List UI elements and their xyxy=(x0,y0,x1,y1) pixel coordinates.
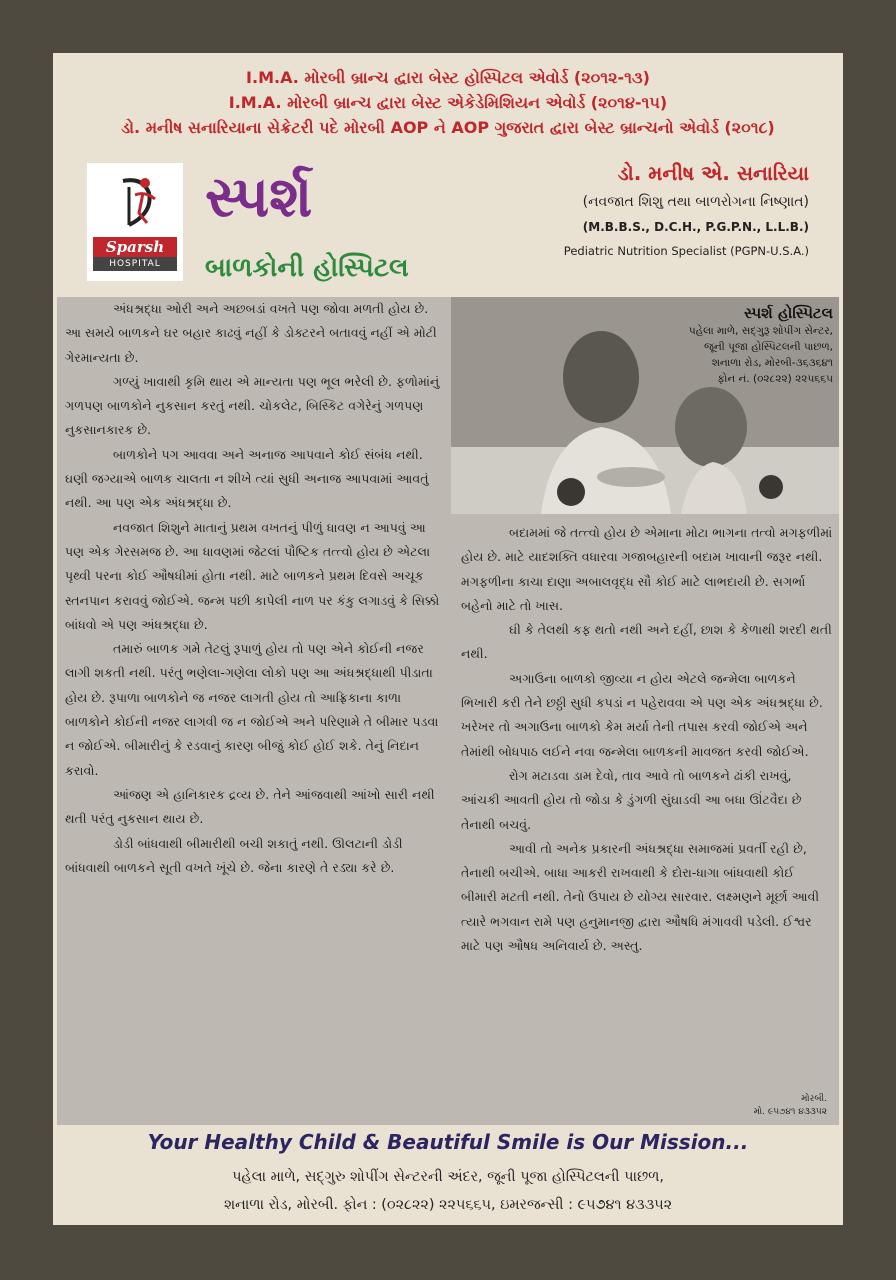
article-paragraph: તમારું બાળક ગમે તેટલું રૂપાળું હોય તો પણ એને કોઈની નજર લાગી શકતી નથી. પરંતુ ભણેલા-ગણેલા લોકો પણ આ અંધશ્રદ્ધાથી પીડાતા હોય છે. રૂપાળા બાળકોને જ નજર લાગતી હોય તો આફ્રિકાના કાળા બાળકોને કોઈની નજર લાગવી જ ન જોઈએ અને પરિણામે તે બીમાર પડવા ન જોઈએ. બીમારીનું કે રડવાનું કારણ બીજું કોઈ હોઈ શકે. તેનું નિદાન કરાવો. xyxy=(65,641,439,778)
stamp-title: સ્પર્શ હોસ્પિટલ xyxy=(744,304,833,322)
hospital-name: સ્પર્શ xyxy=(205,164,313,230)
hospital-logo xyxy=(87,163,183,281)
article-paragraph: અગાઉના બાળકો જીવ્યા ન હોય એટલે જન્મેલા બાળકને ભિખારી કરી તેને છઠ્ઠી સુધી કપડાં ન પહેરાવવા એ પણ એક અંધશ્રદ્ધા છે. ખરેખર તો અગાઉના બાળકો કેમ મર્યા તેની તપાસ કરવી જોઈએ અને તેમાંથી બોધપાઠ લઈને નવા જન્મેલા બાળકની માવજત કરવી જોઈએ. xyxy=(461,670,823,759)
doctor-name: ડો. મનીષ એ. સનારિયા xyxy=(617,161,809,185)
hospital-stamp xyxy=(633,303,833,387)
doctor-degrees: (M.B.B.S., D.C.H., P.G.P.N., L.L.B.) xyxy=(582,220,809,234)
child-figure-icon xyxy=(109,173,161,229)
article-paragraph: નવજાત શિશુને માતાનું પ્રથમ વખતનું પીળું ધાવણ ન આપવું આ પણ એક ગેરસમજ છે. આ ધાવણમાં જેટલાં પૌષ્ટિક તત્ત્વો હોય છે એટલા પૃથ્વી પરના કોઈ ઔષધીમાં હોતા નથી. માટે બાળકને પ્રથમ દિવસે અચૂક સ્તનપાન કરાવવું જોઈએ. જન્મ પછી કાપેલી નાળ પર કંકુ લગાડવું કે સિક્કો બાંધવો એ પણ અંધશ્રદ્ધા છે. xyxy=(65,519,440,632)
awards-block xyxy=(53,65,843,140)
article-paragraph: બદામમાં જે તત્ત્વો હોય છે એમાના મોટા ભાગના તત્વો મગફળીમાં હોય છે. માટે યાદશક્તિ વધારવા ગજાબહારની બદામ ખાવાની જરૂર નથી. મગફળીના કાચા દાણા અબાલવૃદ્ધ સૌ કોઈ માટે લાભદાયી છે. સગર્ભા બહેનો માટે તો ખાસ. xyxy=(461,525,833,613)
article-left-column xyxy=(65,297,441,880)
poster xyxy=(53,53,843,1225)
article-paragraph: ડોડી બાંધવાથી બીમારીથી બચી શકાતું નથી. ઊલટાની ડોડી બાંધવાથી બાળકને સૂતી વખતે ખૂંચે છે. જેના કારણે તે રડ્યા કરે છે. xyxy=(65,835,403,875)
article-paragraph: ગળ્યું ખાવાથી કૃમિ થાય એ માન્યતા પણ ભૂલ ભરેલી છે. ફળોમાંનું ગળપણ બાળકોને નુકસાન કરતું નથી. ચોકલેટ, બિસ્કિટ વગેરેનું ગળપણ નુકસાનકારક છે. xyxy=(65,373,440,438)
stamp-line: જૂની પૂજા હોસ્પિટલની પાછળ, xyxy=(704,341,833,353)
stamp-line: શનાળા રોડ, મોરબી-૩૬૩૬૪૧ xyxy=(711,357,833,369)
mother-feeding-photo xyxy=(451,297,839,514)
logo-name: Sparsh xyxy=(93,237,177,257)
article-paragraph: આંજણ એ હાનિકારક દ્રવ્ય છે. તેને આંજવાથી આંખો સારી નથી થતી પરંતુ નુકસાન થાય છે. xyxy=(65,786,435,827)
doctor-specialty: (નવજાત શિશુ તથા બાળરોગના નિષ્ણાત) xyxy=(582,194,809,210)
author-signature xyxy=(697,1093,827,1119)
address-line: પહેલા માળે, સદ્‌ગુરુ શોપીંગ સેન્ટરની અંદર, જૂની પૂજા હોસ્પિટલની પાછળ, xyxy=(232,1169,664,1185)
article-paragraph: બાળકોને પગ આવવા અને અનાજ આપવાને કોઈ સંબંધ નથી. ઘણી જગ્યાએ બાળક ચાલતા ન શીખે ત્યાં સુધી અનાજ આપવામાં આવતું નથી. આ પણ એક અંધશ્રદ્ધા છે. xyxy=(65,446,429,511)
article-paragraph: અંધશ્રદ્ધા ઓરી અને અછબડાં વખતે પણ જોવા મળતી હોય છે. આ સમયે બાળકને ઘર બહાર કાઢવું નહીં કે ડોક્ટરને બતાવવું નહીં એ મોટી ગેરમાન્યતા છે. xyxy=(65,301,437,365)
award-line: I.M.A. મોરબી બ્રાન્ચ દ્વારા બેસ્ટ હોસ્પિટલ એવોર્ડ (૨૦૧૨-૧૩) xyxy=(246,68,650,87)
hospital-address xyxy=(53,1163,843,1219)
award-line: ડો. મનીષ સનારિયાના સેક્રેટરી પદે મોરબી AOP ને AOP ગુજરાત દ્વારા બેસ્ટ બ્રાન્ચનો એવોર્ડ (૨૦૧૮) xyxy=(121,118,775,137)
newspaper-clipping xyxy=(57,297,839,1125)
logo-subtitle: HOSPITAL xyxy=(93,257,177,271)
doctor-nutrition: Pediatric Nutrition Specialist (PGPN-U.S.A.) xyxy=(563,244,809,258)
doctor-info xyxy=(529,159,809,261)
award-line: I.M.A. મોરબી બ્રાન્ચ દ્વારા બેસ્ટ એકેડેમિશિયન એવોર્ડ (૨૦૧૪-૧૫) xyxy=(228,93,668,112)
stamp-line: ફોન નં. (૦૨૮૨૨) ૨૨૫૬૬૫ xyxy=(717,373,833,385)
address-line: શનાળા રોડ, મોરબી. ફોન : (૦૨૮૨૨) ૨૨૫૬૬૫, ઇમરજન્સી : ૯૫૭૪૧ ૪૩૩૫૨ xyxy=(223,1197,673,1213)
hospital-subtitle: બાળકોની હોસ્પિટલ xyxy=(205,253,409,283)
signature-place: મોરબી. xyxy=(801,1094,827,1104)
article-paragraph: રોગ મટાડવા ડામ દેવો, તાવ આવે તો બાળકને ઢાંકી રાખવું, આંચકી આવતી હોય તો જોડા કે ડુંગળી સુંઘાડવી આ બધા ઊંટવૈદા છે તેનાથી બચવું. xyxy=(461,767,802,832)
mission-statement: Your Healthy Child & Beautiful Smile is Our Mission... xyxy=(147,1130,749,1154)
signature-phone: મો. ૯૫૭૪૧ ૪૩૩૫૨ xyxy=(753,1107,827,1117)
article-right-column xyxy=(461,521,833,958)
article-paragraph: આવી તો અનેક પ્રકારની અંધશ્રદ્ધા સમાજમાં પ્રવર્તી રહી છે, તેનાથી બચીએ. બાધા આકરી રાખવાથી કે દોરા-ધાગા બાંધવાથી કોઈ બીમારી મટતી નથી. તેનો ઉપાય છે યોગ્ય સારવાર. લક્ષ્મણને મૂર્છા આવી ત્યારે ભગવાન રામે પણ હનુમાનજી દ્વારા ઔષધિ મંગાવવી પડેલી. ઈશ્વર માટે પણ ઔષધ અનિવાર્ય છે. અસ્તુ. xyxy=(461,840,820,954)
article-paragraph: ઘી કે તેલથી કફ થતો નથી અને દહીં, છાશ કે કેળાથી શરદી થતી નથી. xyxy=(461,622,832,662)
stamp-line: પહેલા માળે, સદ્‌ગુરૂ શોપીંગ સેન્ટર, xyxy=(688,325,833,337)
